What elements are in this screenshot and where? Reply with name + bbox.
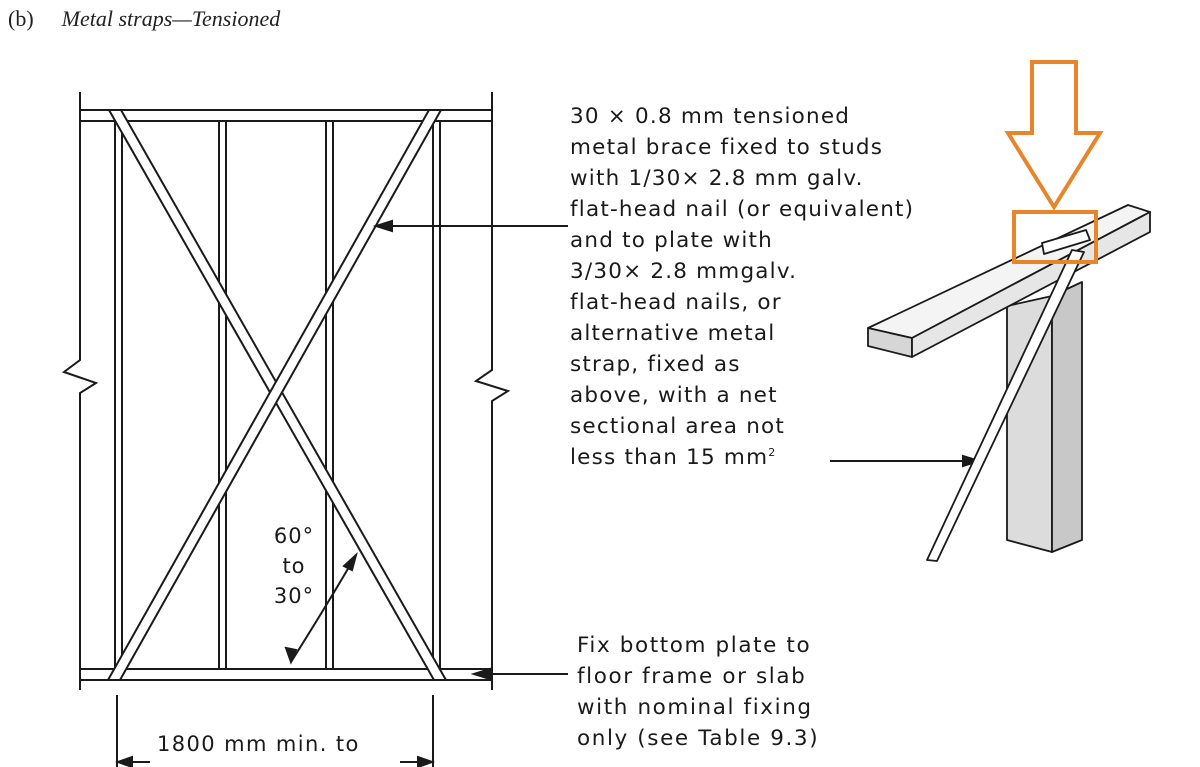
stud (219, 121, 226, 669)
area-superscript: 2 (768, 445, 777, 459)
note-line: and to plate with (570, 228, 774, 253)
note-line: flat-head nails, or (570, 290, 782, 315)
note-line: metal brace fixed to studs (570, 135, 884, 160)
stud (326, 121, 333, 669)
bottom-plate-leader-arrow (474, 669, 490, 679)
note-line (570, 442, 914, 473)
dimension-line (117, 695, 433, 767)
angle-line: 30° (273, 584, 315, 608)
down-arrow-icon (1008, 62, 1100, 207)
right-wall-break-line (476, 92, 508, 690)
note-line: sectional area not (570, 414, 786, 439)
note-line: above, with a net (570, 383, 778, 408)
angle-line: to (282, 554, 306, 578)
stud-side-face (1052, 282, 1082, 552)
note-line: 30 × 0.8 mm tensioned (570, 104, 851, 129)
figure-label (8, 6, 280, 32)
figure-caption: Metal straps—Tensioned (61, 6, 281, 31)
note-line: floor frame or slab (577, 664, 807, 689)
stud (115, 121, 122, 669)
note-line: Fix bottom plate to (577, 633, 812, 658)
angle-arrowhead (344, 555, 356, 570)
note-line: 3/30× 2.8 mmgalv. (570, 259, 798, 284)
stud (433, 121, 440, 669)
note-line: only (see Table 9.3) (577, 726, 820, 751)
angle-label (268, 521, 320, 611)
figure-number: (b) (8, 6, 34, 31)
note-line: alternative metal (570, 321, 776, 346)
angle-line: 60° (273, 524, 315, 548)
dimension-label: 1800 mm min. to (157, 732, 360, 756)
brace-specification-note (570, 101, 914, 473)
note-line: flat-head nail (or equivalent) (570, 197, 915, 222)
note-line: strap, fixed as (570, 352, 741, 377)
note-line: with 1/30× 2.8 mm galv. (570, 166, 864, 191)
angle-arrowhead (286, 648, 296, 662)
bottom-plate-note (577, 630, 819, 754)
left-wall-break-line (64, 92, 96, 690)
note-line: with nominal fixing (577, 695, 813, 720)
note-line-text: less than 15 mm (570, 445, 769, 470)
